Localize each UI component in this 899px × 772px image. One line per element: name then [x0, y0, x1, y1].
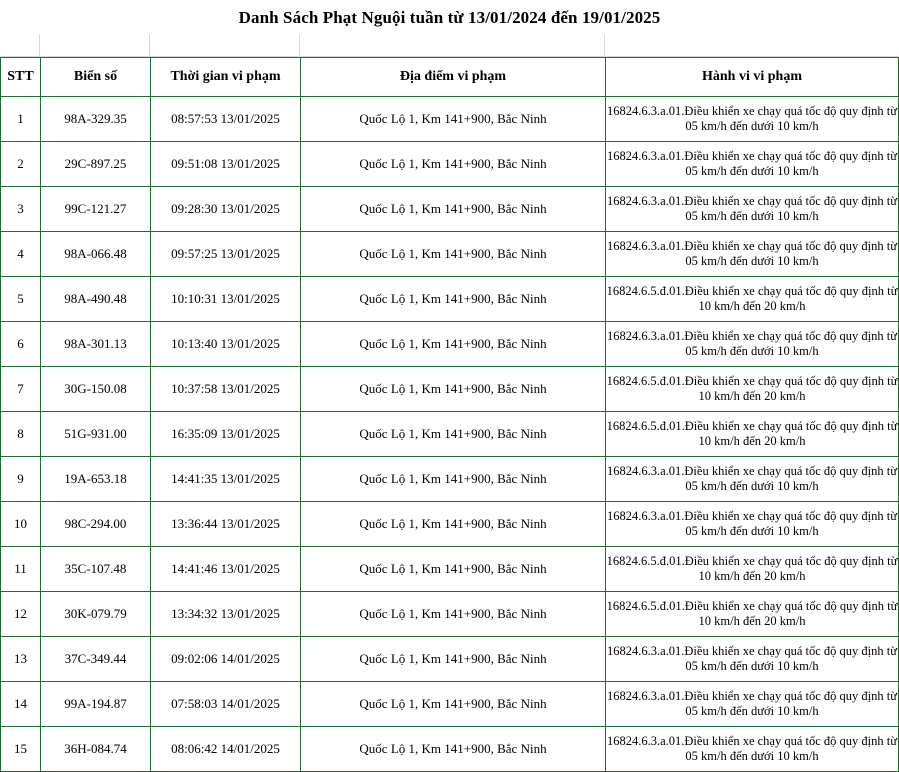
column-header-stt: STT [1, 58, 41, 97]
blank-cell [300, 34, 605, 56]
cell-behavior: 16824.6.5.đ.01.Điều khiển xe chạy quá tốc độ quy định từ 10 km/h đến 20 km/h [606, 412, 899, 457]
cell-plate: 36H-084.74 [41, 727, 151, 772]
table-row [1, 727, 899, 772]
cell-time: 09:28:30 13/01/2025 [151, 187, 301, 232]
cell-plate: 29C-897.25 [41, 142, 151, 187]
cell-behavior: 16824.6.5.đ.01.Điều khiển xe chạy quá tốc độ quy định từ 10 km/h đến 20 km/h [606, 367, 899, 412]
table-row [1, 322, 899, 367]
cell-stt: 7 [1, 367, 41, 412]
cell-stt: 4 [1, 232, 41, 277]
cell-time: 13:34:32 13/01/2025 [151, 592, 301, 637]
cell-behavior: 16824.6.3.a.01.Điều khiển xe chạy quá tốc độ quy định từ 05 km/h đến dưới 10 km/h [606, 457, 899, 502]
table-row [1, 637, 899, 682]
cell-stt: 3 [1, 187, 41, 232]
cell-time: 14:41:35 13/01/2025 [151, 457, 301, 502]
blank-cell [40, 34, 150, 56]
cell-time: 16:35:09 13/01/2025 [151, 412, 301, 457]
cell-plate: 99A-194.87 [41, 682, 151, 727]
cell-stt: 6 [1, 322, 41, 367]
table-row [1, 277, 899, 322]
cell-plate: 37C-349.44 [41, 637, 151, 682]
page-title: Danh Sách Phạt Nguội tuần từ 13/01/2024 đến 19/01/2025 [238, 8, 661, 27]
column-header-behavior: Hành vi vi phạm [606, 58, 899, 97]
cell-plate: 98A-329.35 [41, 97, 151, 142]
cell-plate: 98A-066.48 [41, 232, 151, 277]
cell-stt: 5 [1, 277, 41, 322]
cell-behavior: 16824.6.3.a.01.Điều khiển xe chạy quá tốc độ quy định từ 05 km/h đến dưới 10 km/h [606, 682, 899, 727]
table-row [1, 412, 899, 457]
table-row [1, 457, 899, 502]
column-header-place: Địa điểm vi phạm [301, 58, 606, 97]
cell-plate: 19A-653.18 [41, 457, 151, 502]
cell-plate: 98A-490.48 [41, 277, 151, 322]
blank-cell [0, 34, 40, 56]
cell-plate: 35C-107.48 [41, 547, 151, 592]
cell-place: Quốc Lộ 1, Km 141+900, Bắc Ninh [301, 592, 606, 637]
cell-time: 08:06:42 14/01/2025 [151, 727, 301, 772]
cell-time: 10:37:58 13/01/2025 [151, 367, 301, 412]
column-header-plate: Biển số [41, 58, 151, 97]
cell-plate: 30G-150.08 [41, 367, 151, 412]
cell-place: Quốc Lộ 1, Km 141+900, Bắc Ninh [301, 727, 606, 772]
blank-cell [150, 34, 300, 56]
cell-behavior: 16824.6.3.a.01.Điều khiển xe chạy quá tốc độ quy định từ 05 km/h đến dưới 10 km/h [606, 187, 899, 232]
cell-time: 09:02:06 14/01/2025 [151, 637, 301, 682]
cell-time: 14:41:46 13/01/2025 [151, 547, 301, 592]
table-header-row [1, 58, 899, 97]
cell-plate: 98A-301.13 [41, 322, 151, 367]
cell-place: Quốc Lộ 1, Km 141+900, Bắc Ninh [301, 142, 606, 187]
table-row [1, 592, 899, 637]
cell-stt: 14 [1, 682, 41, 727]
cell-behavior: 16824.6.3.a.01.Điều khiển xe chạy quá tốc độ quy định từ 05 km/h đến dưới 10 km/h [606, 727, 899, 772]
cell-place: Quốc Lộ 1, Km 141+900, Bắc Ninh [301, 232, 606, 277]
table-row [1, 232, 899, 277]
cell-stt: 1 [1, 97, 41, 142]
cell-place: Quốc Lộ 1, Km 141+900, Bắc Ninh [301, 322, 606, 367]
cell-place: Quốc Lộ 1, Km 141+900, Bắc Ninh [301, 502, 606, 547]
cell-time: 10:10:31 13/01/2025 [151, 277, 301, 322]
cell-behavior: 16824.6.5.đ.01.Điều khiển xe chạy quá tốc độ quy định từ 10 km/h đến 20 km/h [606, 277, 899, 322]
table-header [1, 58, 899, 97]
cell-time: 07:58:03 14/01/2025 [151, 682, 301, 727]
table-row [1, 682, 899, 727]
cell-place: Quốc Lộ 1, Km 141+900, Bắc Ninh [301, 367, 606, 412]
cell-place: Quốc Lộ 1, Km 141+900, Bắc Ninh [301, 682, 606, 727]
cell-time: 13:36:44 13/01/2025 [151, 502, 301, 547]
cell-behavior: 16824.6.5.đ.01.Điều khiển xe chạy quá tốc độ quy định từ 10 km/h đến 20 km/h [606, 592, 899, 637]
cell-place: Quốc Lộ 1, Km 141+900, Bắc Ninh [301, 637, 606, 682]
cell-stt: 10 [1, 502, 41, 547]
cell-stt: 8 [1, 412, 41, 457]
cell-behavior: 16824.6.3.a.01.Điều khiển xe chạy quá tốc độ quy định từ 05 km/h đến dưới 10 km/h [606, 322, 899, 367]
cell-plate: 30K-079.79 [41, 592, 151, 637]
cell-stt: 2 [1, 142, 41, 187]
column-header-time: Thời gian vi phạm [151, 58, 301, 97]
violations-table [0, 57, 899, 772]
cell-place: Quốc Lộ 1, Km 141+900, Bắc Ninh [301, 457, 606, 502]
cell-plate: 51G-931.00 [41, 412, 151, 457]
table-row [1, 142, 899, 187]
cell-place: Quốc Lộ 1, Km 141+900, Bắc Ninh [301, 412, 606, 457]
cell-stt: 11 [1, 547, 41, 592]
cell-stt: 13 [1, 637, 41, 682]
cell-stt: 12 [1, 592, 41, 637]
cell-behavior: 16824.6.3.a.01.Điều khiển xe chạy quá tốc độ quy định từ 05 km/h đến dưới 10 km/h [606, 637, 899, 682]
cell-stt: 15 [1, 727, 41, 772]
cell-behavior: 16824.6.3.a.01.Điều khiển xe chạy quá tốc độ quy định từ 05 km/h đến dưới 10 km/h [606, 142, 899, 187]
table-row [1, 547, 899, 592]
cell-time: 08:57:53 13/01/2025 [151, 97, 301, 142]
table-row [1, 97, 899, 142]
cell-place: Quốc Lộ 1, Km 141+900, Bắc Ninh [301, 547, 606, 592]
cell-behavior: 16824.6.3.a.01.Điều khiển xe chạy quá tốc độ quy định từ 05 km/h đến dưới 10 km/h [606, 232, 899, 277]
table-row [1, 367, 899, 412]
cell-time: 09:51:08 13/01/2025 [151, 142, 301, 187]
cell-time: 10:13:40 13/01/2025 [151, 322, 301, 367]
blank-separator-row [0, 34, 899, 57]
table-body [1, 97, 899, 772]
cell-plate: 98C-294.00 [41, 502, 151, 547]
cell-place: Quốc Lộ 1, Km 141+900, Bắc Ninh [301, 187, 606, 232]
cell-place: Quốc Lộ 1, Km 141+900, Bắc Ninh [301, 97, 606, 142]
cell-time: 09:57:25 13/01/2025 [151, 232, 301, 277]
blank-cell [605, 34, 898, 56]
table-row [1, 502, 899, 547]
cell-behavior: 16824.6.5.đ.01.Điều khiển xe chạy quá tốc độ quy định từ 10 km/h đến 20 km/h [606, 547, 899, 592]
cell-behavior: 16824.6.3.a.01.Điều khiển xe chạy quá tốc độ quy định từ 05 km/h đến dưới 10 km/h [606, 502, 899, 547]
cell-behavior: 16824.6.3.a.01.Điều khiển xe chạy quá tốc độ quy định từ 05 km/h đến dưới 10 km/h [606, 97, 899, 142]
cell-stt: 9 [1, 457, 41, 502]
table-row [1, 187, 899, 232]
cell-place: Quốc Lộ 1, Km 141+900, Bắc Ninh [301, 277, 606, 322]
cell-plate: 99C-121.27 [41, 187, 151, 232]
